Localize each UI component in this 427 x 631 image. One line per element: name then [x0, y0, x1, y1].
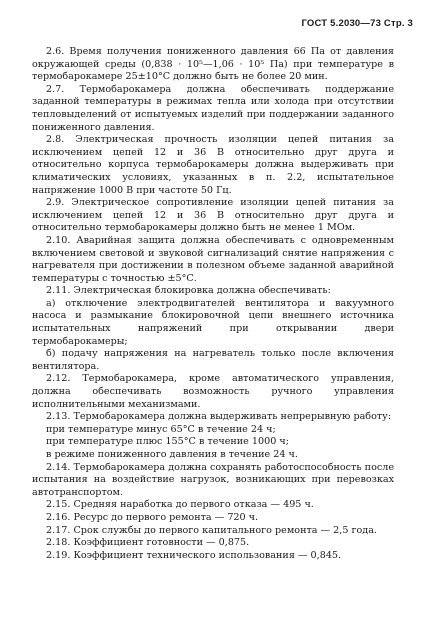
paragraph-2-10: 2.10. Аварийная защита должна обеспечивать с одновременным включением световой и звуковой сигнализаций снятие напряжения с нагревателя при достижении в полезном объеме заданной аварийной температуры с точностью ±5°С. — [32, 234, 394, 284]
paragraph-2-8: 2.8. Электрическая прочность изоляции цепей питания за исключением цепей 12 и 36 В относительно друг друга и относительно корпуса термобарокамеры должна выдерживать при климатических условиях, указанных в п. 2.2, испытательное напряжение 1000 В при частоте 50 Гц. — [32, 134, 394, 196]
paragraph-2-19: 2.19. Коэффициент технического использования — 0,845. — [46, 549, 342, 561]
paragraph-2-13: 2.13. Термобарокамера должна выдерживать непрерывную работу: — [46, 411, 392, 423]
document-body — [32, 46, 394, 562]
paragraph-2-17: 2.17. Срок службы до первого капитального ремонта — 2,5 года. — [46, 524, 377, 536]
paragraph-2-9: 2.9. Электрическое сопротивление изоляции цепей питания за исключением цепей 12 и 36 В относительно друг друга и относительно термобарокамеры должно быть не менее 1 МОм. — [32, 197, 394, 234]
paragraph-2-11: 2.11. Электрическая блокировка должна обеспечивать: — [46, 285, 331, 297]
paragraph-2-6: 2.6. Время получения пониженного давления 66 Па от давления окружающей среды (0,838 · 10⁵—1,06 · 10⁵ Па) при температуре в термобарокамере 25±10°С должно быть не более 20 мин. — [32, 46, 394, 83]
paragraph-2-16: 2.16. Ресурс до первого ремонта — 720 ч. — [46, 511, 259, 523]
page-header: ГОСТ 5.2030—73 Стр. 3 — [301, 18, 413, 29]
paragraph-2-14: 2.14. Термобарокамера должна сохранять работоспособность после испытания на воздействие нагрузок, возникающих при перевозках автотранспортом. — [32, 461, 394, 498]
work-condition-line: при температуре минус 65°С в течение 24 ч; — [46, 423, 276, 435]
work-condition-line: при температуре плюс 155°С в течение 1000 ч; — [46, 436, 289, 448]
paragraph-2-7: 2.7. Термобарокамера должна обеспечивать поддержание заданной температуры в режимах тепла или холода при отсутствии тепловыделений от испытуемых изделий при поддержании заданного пониженного давления. — [32, 83, 394, 133]
work-condition-line: в режиме пониженного давления в течение 24 ч. — [46, 449, 298, 460]
paragraph-2-15: 2.15. Средняя наработка до первого отказа — 495 ч. — [46, 499, 314, 511]
paragraph-2-11-a: а) отключение электродвигателей вентилятора и вакуумного насоса и размыкание блокировочной цепи внешнего источника испытательных напряжений при открывании двери термобарокамеры; — [32, 297, 394, 347]
paragraph-2-18: 2.18. Коэффициент готовности — 0,875. — [46, 537, 250, 549]
paragraph-2-12: 2.12. Термобарокамера, кроме автоматического управления, должна обеспечивать возможность ручного управления исполнительными механизмами. — [32, 373, 394, 410]
paragraph-2-11-b: б) подачу напряжения на нагреватель только после включения вентилятора. — [32, 348, 394, 372]
